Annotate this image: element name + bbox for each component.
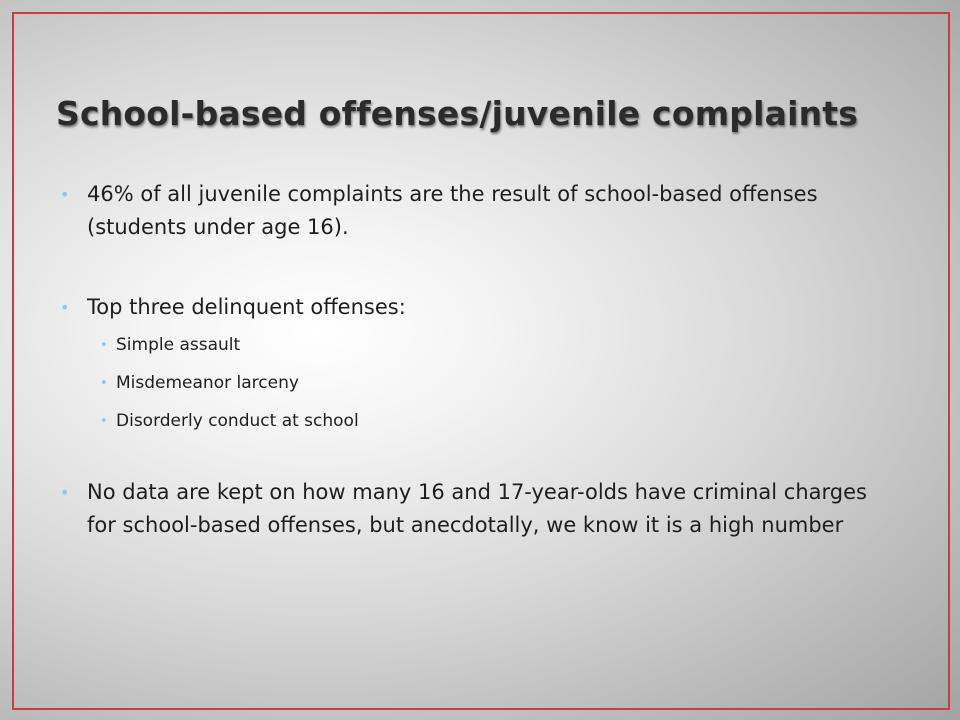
- bullet-item: [60, 291, 880, 324]
- bullet-item: [60, 178, 880, 244]
- bullet-text: Top three delinquent offenses:: [87, 295, 406, 319]
- sub-bullet-text: Misdemeanor larceny: [116, 373, 299, 393]
- sub-bullet-text: Simple assault: [116, 335, 241, 355]
- sub-bullet-item: [60, 333, 880, 358]
- slide-title: School-based offenses/juvenile complaints: [56, 94, 859, 133]
- sub-bullet-text: Disorderly conduct at school: [116, 411, 359, 431]
- sub-bullet-item: [60, 371, 880, 396]
- bullet-dot-icon: •: [60, 483, 70, 502]
- bullet-dot-icon: •: [60, 298, 70, 317]
- bullet-dot-icon: •: [60, 185, 70, 204]
- sub-bullet-dot-icon: •: [100, 376, 108, 391]
- sub-bullet-dot-icon: •: [100, 414, 108, 429]
- slide-body: [60, 178, 880, 542]
- sub-bullet-dot-icon: •: [100, 338, 108, 353]
- bullet-text: 46% of all juvenile complaints are the result of school-based offenses (students under age 16).: [87, 182, 818, 239]
- bullet-text: No data are kept on how many 16 and 17-year-olds have criminal charges for school-based offenses, but anecdotally, we know it is a high number: [87, 480, 867, 537]
- bullet-item: [60, 476, 880, 542]
- sub-bullet-item: [60, 409, 880, 434]
